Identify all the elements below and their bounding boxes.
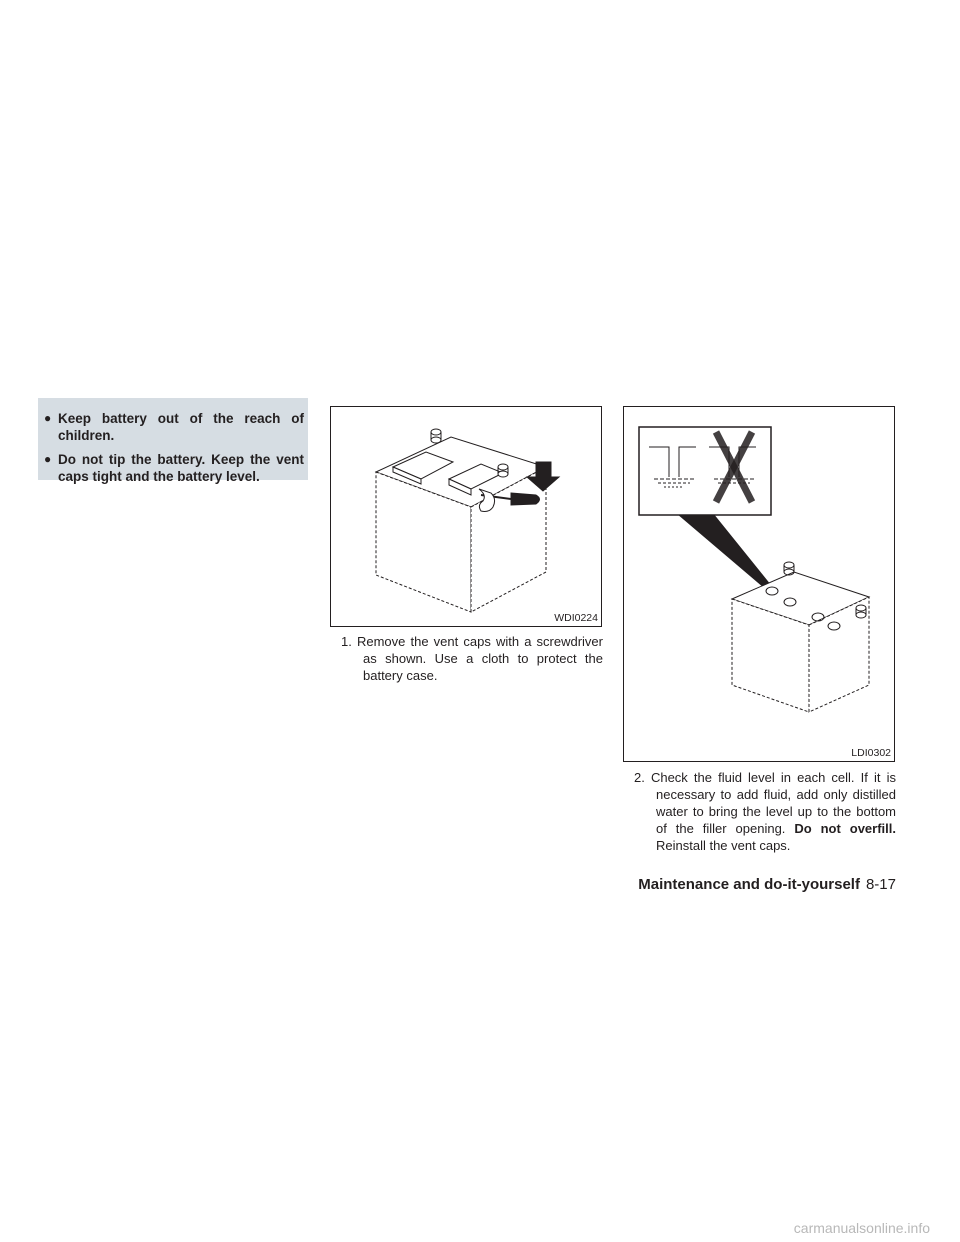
warning-box xyxy=(38,398,308,484)
bullet-icon: ● xyxy=(44,452,52,466)
step-text-after: Reinstall the vent caps. xyxy=(656,838,791,853)
step-number: 2. xyxy=(634,770,645,785)
warning-bullet-1 xyxy=(38,410,308,444)
figure-code: WDI0224 xyxy=(554,612,598,624)
figure-fluid-level xyxy=(623,406,895,762)
step-1 xyxy=(330,633,603,684)
battery-screwdriver-illustration xyxy=(331,407,601,626)
step-text: Remove the vent caps with a screwdriver as shown. Use a cloth to protect the battery case. xyxy=(356,634,603,683)
step-2 xyxy=(623,769,896,854)
page-footer xyxy=(638,876,896,893)
fluid-level-illustration xyxy=(624,407,894,761)
warning-text-2: Do not tip the battery. Keep the vent caps tight and the battery level. xyxy=(58,452,304,484)
step-text-before: Check the fluid level in each cell. If it is necessary to add fluid, add only distilled water to bring the level up to the bottom of the filler opening. xyxy=(650,770,896,836)
bullet-icon: ● xyxy=(44,411,52,425)
step-number: 1. xyxy=(341,634,352,649)
warning-text-1: Keep battery out of the reach of children. xyxy=(58,411,304,443)
page-number: 8-17 xyxy=(865,876,896,893)
step-text-bold: Do not overfill. xyxy=(794,821,896,836)
watermark: carmanualsonline.info xyxy=(793,1220,930,1236)
warning-bullet-2 xyxy=(38,451,308,485)
section-title: Maintenance and do-it-yourself xyxy=(638,876,860,893)
figure-code: LDI0302 xyxy=(851,747,891,759)
figure-vent-cap-removal xyxy=(330,406,602,627)
